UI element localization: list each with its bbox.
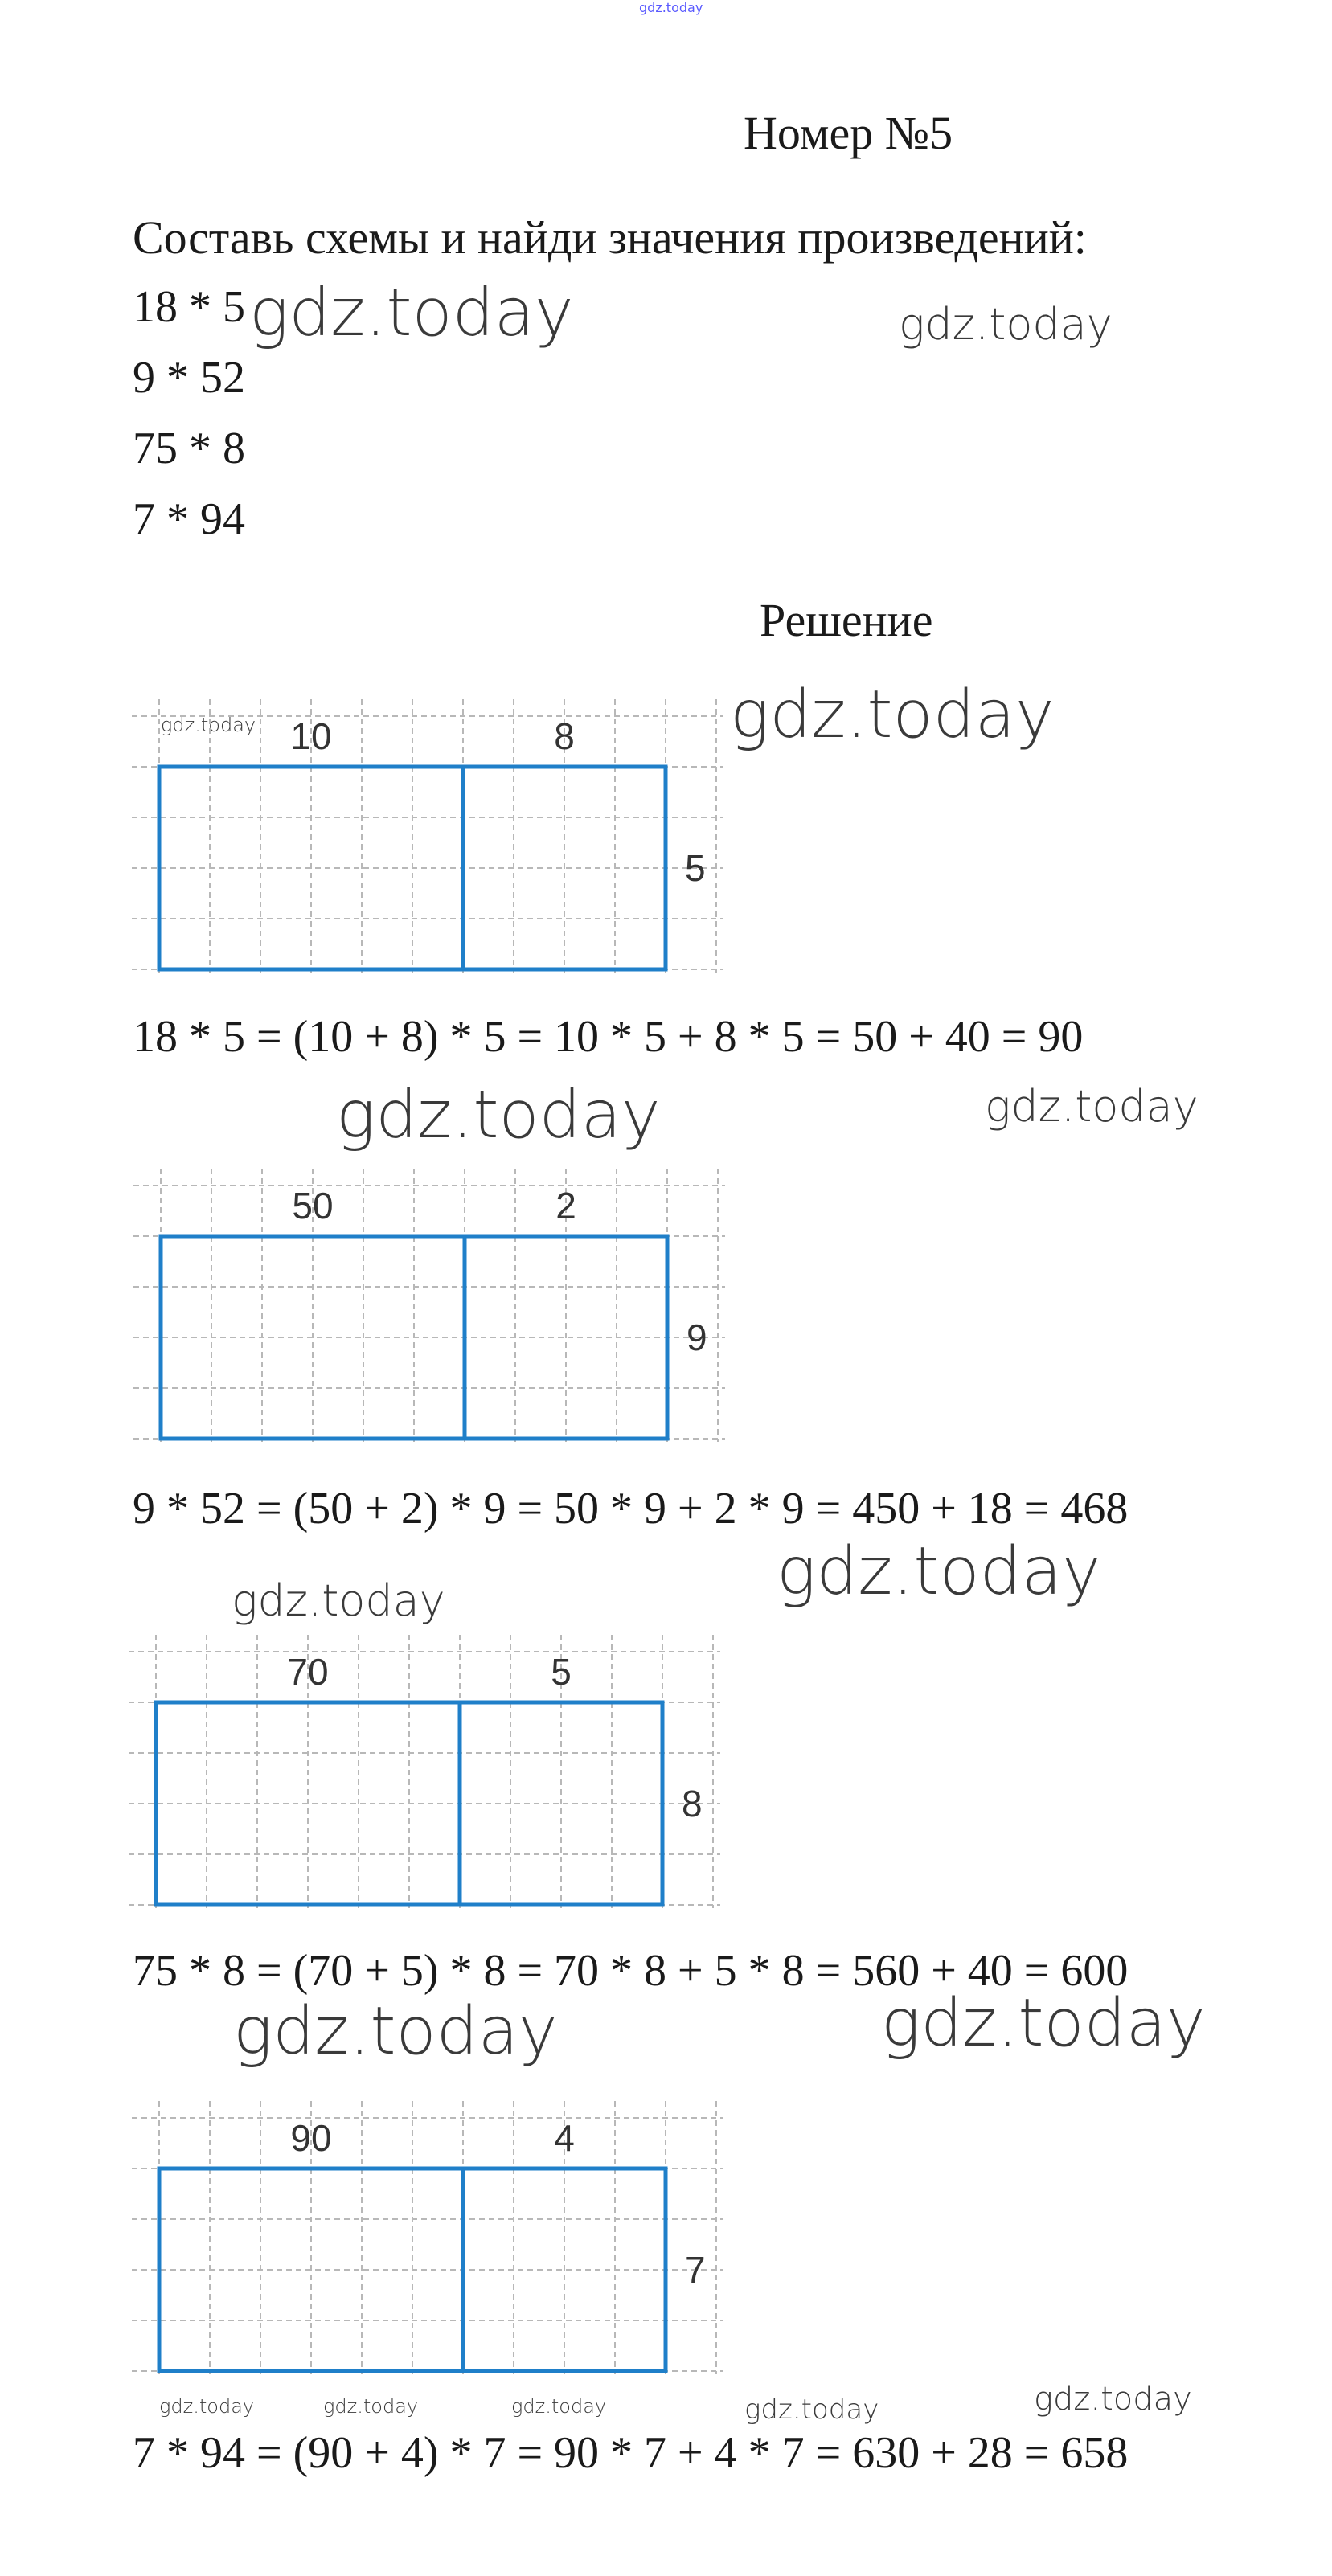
equation-2: 9 * 52 = (50 + 2) * 9 = 50 * 9 + 2 * 9 = 450 + 18 = 468 (133, 1484, 1129, 1534)
label-a: 90 (290, 2117, 332, 2159)
label-a: 50 (292, 1185, 334, 1227)
watermark-5: gdz.today (336, 1077, 661, 1153)
task-item-2: 9 * 52 (133, 353, 245, 403)
watermark-8: gdz.today (232, 1575, 445, 1626)
solution-heading: Решение (760, 594, 933, 646)
watermark-10: gdz.today (881, 1985, 1206, 2062)
top-watermark: gdz.today (639, 0, 703, 15)
task-item-3: 75 * 8 (133, 424, 245, 473)
scheme-3 (125, 1627, 736, 1916)
scheme-4 (129, 2093, 740, 2382)
grid-lines (133, 1169, 725, 1442)
grid-lines (132, 2101, 723, 2374)
watermark-2: gdz.today (899, 299, 1113, 350)
label-multiplier: 7 (685, 2249, 706, 2291)
scheme-2 (130, 1161, 741, 1450)
task-item-4: 7 * 94 (133, 494, 245, 544)
label-multiplier: 9 (686, 1317, 707, 1358)
page-title: Номер №5 (744, 107, 953, 159)
watermark-6: gdz.today (985, 1081, 1199, 1132)
scheme-1 (129, 691, 740, 981)
equation-4: 7 * 94 = (90 + 4) * 7 = 90 * 7 + 4 * 7 = 630 + 28 = 658 (133, 2428, 1129, 2478)
watermark-1: gdz.today (249, 275, 574, 351)
label-a: 10 (290, 715, 332, 757)
watermark-13: gdz.today (511, 2395, 607, 2418)
equation-3: 75 * 8 = (70 + 5) * 8 = 70 * 8 + 5 * 8 = 560 + 40 = 600 (133, 1946, 1129, 1996)
watermark-12: gdz.today (323, 2395, 419, 2418)
task-item-1: 18 * 5 (133, 282, 245, 332)
label-a: 70 (287, 1651, 329, 1693)
watermark-14: gdz.today (744, 2394, 879, 2426)
label-multiplier: 8 (682, 1783, 703, 1824)
label-b: 2 (555, 1185, 576, 1227)
label-multiplier: 5 (685, 847, 706, 889)
grid-lines (129, 1635, 720, 1908)
label-b: 4 (554, 2117, 575, 2159)
grid-lines (132, 699, 723, 973)
label-b: 5 (551, 1651, 572, 1693)
equation-1: 18 * 5 = (10 + 8) * 5 = 10 * 5 + 8 * 5 = 50 + 40 = 90 (133, 1012, 1084, 1062)
watermark-15: gdz.today (1034, 2381, 1192, 2418)
watermark-7: gdz.today (777, 1534, 1101, 1610)
watermark-9: gdz.today (233, 1993, 558, 2070)
watermark-11: gdz.today (159, 2395, 255, 2418)
watermark-3: gdz.today (161, 714, 256, 736)
label-b: 8 (554, 715, 575, 757)
task-text: Составь схемы и найди значения произведений: (133, 211, 1087, 264)
watermark-4: gdz.today (730, 677, 1055, 753)
